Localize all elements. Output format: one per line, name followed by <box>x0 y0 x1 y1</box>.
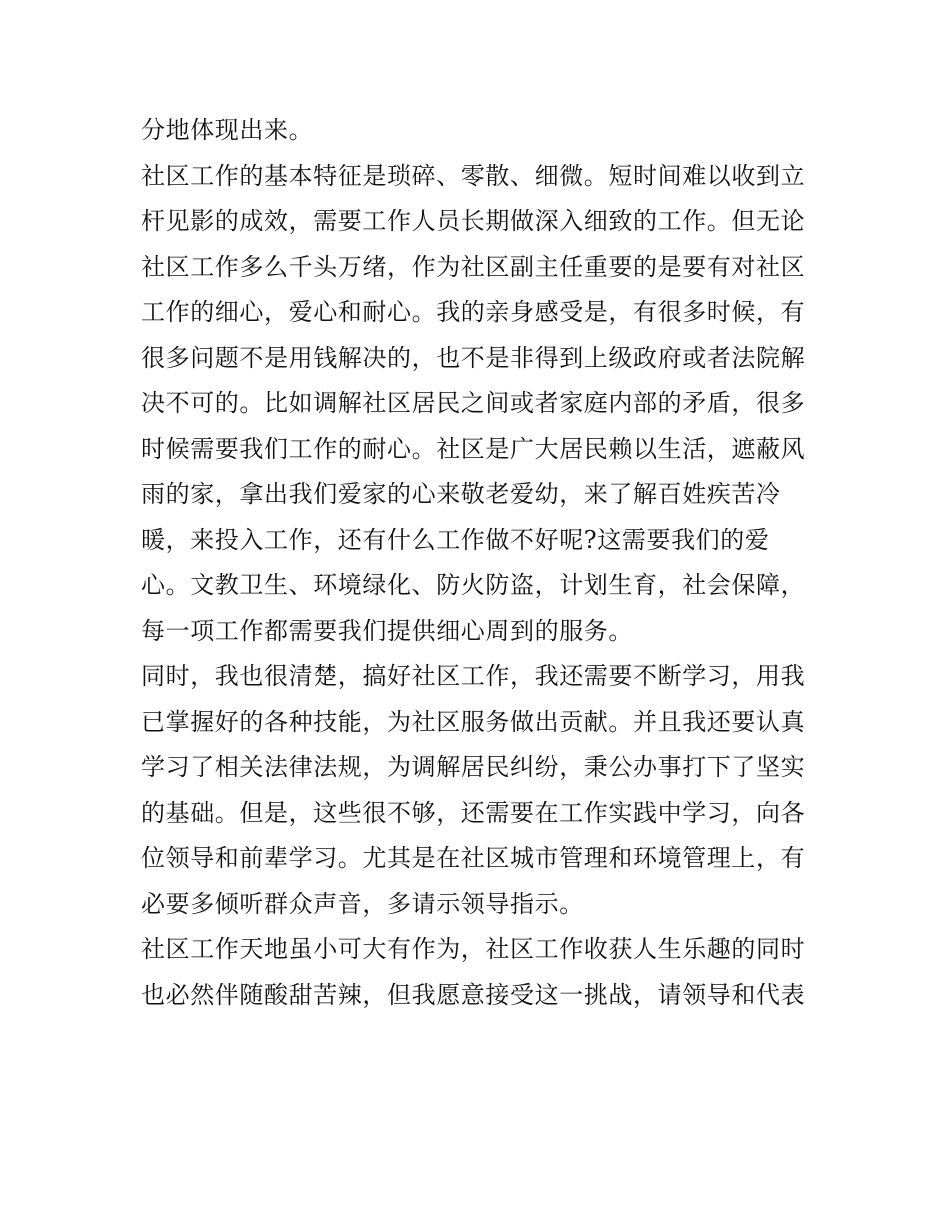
text-line: 工作的细心，爱心和耐心。我的亲身感受是，有很多时候，有 <box>141 298 806 326</box>
text-line: 已掌握好的各种技能，为社区服务做出贡献。并且我还要认真 <box>141 707 806 736</box>
text-line: 时候需要我们工作的耐心。社区是广大居民赖以生活，遮蔽风 <box>141 434 806 463</box>
text-line: 位领导和前辈学习。尤其是在社区城市管理和环境管理上，有 <box>141 844 806 872</box>
text-line: 分地体现出来。 <box>141 116 314 144</box>
text-line: 同时，我也很清楚，搞好社区工作，我还需要不断学习，用我 <box>141 662 806 690</box>
text-line: 的基础。但是，这些很不够，还需要在工作实践中学习，向各 <box>141 798 806 827</box>
text-line: 也必然伴随酸甜苦辣，但我愿意接受这一挑战，请领导和代表 <box>141 980 806 1009</box>
text-line: 必要多倾听群众声音，多请示领导指示。 <box>141 889 584 918</box>
text-line: 社区工作的基本特征是琐碎、零散、细微。短时间难以收到立 <box>141 161 806 190</box>
text-line: 每一项工作都需要我们提供细心周到的服务。 <box>141 616 633 645</box>
text-line: 学习了相关法律法规，为调解居民纠纷，秉公办事打下了坚实 <box>141 753 806 781</box>
text-line: 杆见影的成效，需要工作人员长期做深入细致的工作。但无论 <box>141 207 806 235</box>
text-line: 心。文教卫生、环境绿化、防火防盗，计划生育，社会保障， <box>141 571 806 599</box>
text-line: 暖，来投入工作，还有什么工作做不好呢?这需要我们的爱 <box>141 525 770 554</box>
document-body <box>141 108 821 1018</box>
text-line: 社区工作多么千头万绪，作为社区副主任重要的是要有对社区 <box>141 252 806 281</box>
text-line: 社区工作天地虽小可大有作为，社区工作收获人生乐趣的同时 <box>141 935 806 963</box>
text-line: 雨的家，拿出我们爱家的心来敬老爱幼，来了解百姓疾苦冷 <box>141 480 781 508</box>
text-line: 决不可的。比如调解社区居民之间或者家庭内部的矛盾，很多 <box>141 389 806 417</box>
text-line: 很多问题不是用钱解决的，也不是非得到上级政府或者法院解 <box>141 343 806 372</box>
